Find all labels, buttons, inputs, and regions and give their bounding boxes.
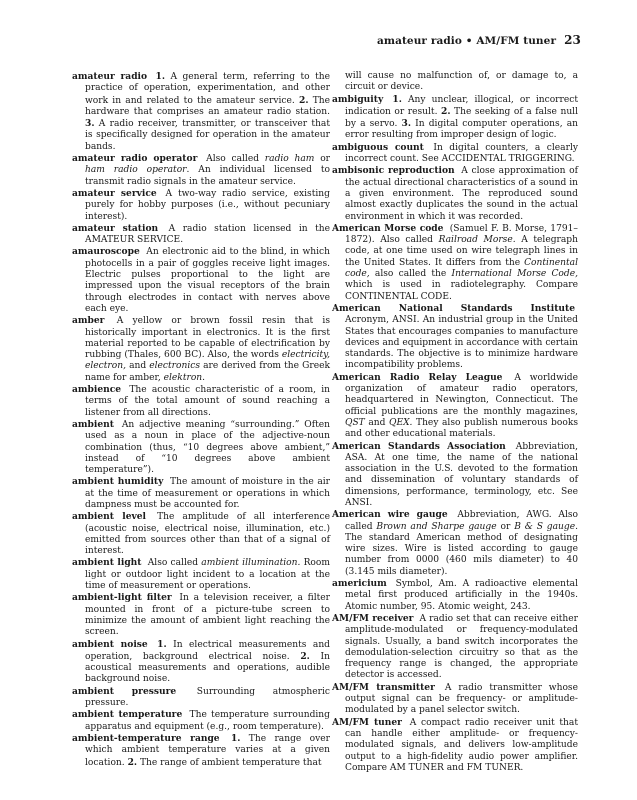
- definition-text: In acoustical measurements and operations, audible background noise.: [85, 651, 330, 685]
- dictionary-entry: [72, 419, 330, 476]
- entry-headword: amateur service: [72, 187, 157, 199]
- definition-text: Also called: [206, 154, 265, 165]
- dictionary-entry: [72, 315, 330, 384]
- definition-text: The amplitude of all interference (acoustic noise, electrical noise, illumination, etc.) emitted from sources other than that of a signal of interest.: [85, 512, 330, 557]
- dictionary-entry: [72, 246, 330, 315]
- definition-text: or: [496, 521, 515, 532]
- definition-text: A compact radio receiver unit that can handle either amplitude- or frequency-modulated signals, and delivers low-amplitude output to a high-fidelity audio power amplifier. Compare AM TUNER and FM TUNER.: [345, 717, 578, 773]
- definition-text: QEX.: [388, 417, 413, 428]
- definition-text: In digital computer operations, an error resulting from improper design of logic.: [345, 119, 578, 141]
- sense-number: 2.: [441, 105, 451, 117]
- definition-text: In digital counters, a clearly incorrect count. See ACCIDENTAL TRIGGERING.: [345, 142, 578, 165]
- sense-number: 3.: [85, 118, 95, 130]
- entry-headword: AM/FM receiver: [332, 612, 414, 624]
- dictionary-entry: [72, 709, 330, 733]
- definition-text: Also called: [147, 558, 202, 569]
- dictionary-entry: [332, 303, 578, 372]
- dictionary-entry: [332, 372, 578, 441]
- definition-text: International Morse Code,: [451, 269, 579, 280]
- dictionary-entry: [332, 441, 578, 510]
- dictionary-entry: [332, 509, 578, 578]
- definition-text: Surrounding atmospheric pressure.: [85, 686, 330, 709]
- entry-headword: ambient temperature: [72, 709, 183, 721]
- definition-text: A close approximation of the actual directional characteristics of a sound in a given environment. The reproduced sound almost exactly duplicates the sound in the actual environment in which it was recorded.: [345, 166, 578, 222]
- running-head: [377, 33, 581, 47]
- continued-definition: will cause no malfunction of, or damage to, a circuit or device.: [345, 71, 578, 93]
- dictionary-entry: [332, 94, 578, 142]
- definition-text: which is used in radiotelegraphy. Compare CONTINENTAL CODE.: [345, 280, 578, 302]
- dictionary-entry: [72, 557, 330, 592]
- definition-text: Abbreviation, ASA. At one time, the name of the national association in the U.S. devoted to the formation and dissemination of voluntary standards of dimensions, performance, terminology, etc. See ANSI.: [345, 441, 578, 508]
- dictionary-entry: [72, 71, 330, 153]
- definition-text: A two-way radio service, existing purely for hobby purposes (i.e., without pecuniary interest).: [85, 188, 330, 222]
- definition-text: QST: [345, 417, 365, 428]
- dictionary-entry: [332, 165, 578, 222]
- definition-text: and: [364, 417, 389, 428]
- dictionary-entry: [332, 142, 578, 166]
- definition-text: Any unclear, illogical, or incorrect indication or result.: [345, 94, 578, 117]
- dictionary-entry: [332, 613, 578, 682]
- definition-text: A radio set that can receive either amplitude-modulated or frequency-modulated signals. Usually, a band switch incorporates the demodulation-selection circuitry so that as the frequency range is changed, the appropriate detector is accessed.: [345, 613, 578, 681]
- entry-headword: amateur radio: [72, 71, 148, 82]
- dictionary-entry: [72, 188, 330, 223]
- definition-text: The range of ambient temperature that: [137, 757, 322, 768]
- entry-headword: ambient light: [72, 557, 142, 569]
- right-column: [332, 71, 578, 774]
- entry-headword: ambient pressure: [72, 685, 177, 697]
- dictionary-entry: [72, 733, 330, 769]
- definition-text: The temperature surrounding apparatus and equipment (e.g., room temperature).: [85, 710, 330, 732]
- definition-text: The acoustic characteristic of a room, in terms of the total amount of sound reaching a listener from all directions.: [85, 385, 330, 418]
- left-column: [72, 71, 330, 769]
- entry-headword: AM/FM transmitter: [332, 681, 435, 693]
- definition-text: Room light or outdoor light incident to a location at the time of measurement or operations.: [85, 558, 330, 592]
- entry-headword: ambisonic reproduction: [332, 165, 455, 177]
- entry-headword: American National Standards Institute: [332, 302, 575, 314]
- dictionary-entry: [72, 511, 330, 557]
- definition-text: A radio station licensed in the AMATEUR SERVICE.: [85, 223, 330, 246]
- dictionary-entry: [332, 717, 578, 774]
- dictionary-entry: [72, 223, 330, 247]
- definition-text: (Samuel F. B. Morse, 1791–1872). Also called: [345, 223, 578, 246]
- entry-headword: ambiguous count: [332, 141, 424, 153]
- entry-headword: amauroscope: [72, 246, 140, 258]
- sense-number: 1.: [155, 71, 166, 82]
- entry-headword: AM/FM tuner: [332, 716, 402, 728]
- sense-number: 3.: [401, 118, 412, 130]
- sense-number: 2.: [300, 650, 310, 662]
- page-number: 23: [564, 33, 581, 47]
- entry-headword: ambient noise: [72, 638, 148, 650]
- definition-text: The range over which ambient temperature varies at a given location.: [85, 733, 330, 768]
- dictionary-entry: [72, 384, 330, 419]
- entry-headword: ambience: [72, 384, 122, 396]
- definition-text: Abbreviation, AWG. Also called: [345, 510, 578, 532]
- definition-text: . An individual licensed to transmit radio signals in the amateur service.: [85, 165, 330, 187]
- dictionary-entry: [72, 592, 330, 638]
- definition-text: A telegraph code, at one time used on wire telegraph lines in the United States. It differs from the: [345, 235, 578, 268]
- definition-text: A general term, referring to the practice of operation, experimentation, and other work in and related to the amateur service.: [85, 72, 330, 106]
- dictionary-entry: [72, 153, 330, 188]
- definition-text: A radio receiver, transmitter, or transceiver that is specifically designed for operation in the amateur bands.: [85, 119, 330, 152]
- definition-text: The hardware that comprises an amateur radio station.: [85, 95, 330, 117]
- definition-text: ambient illumination.: [201, 558, 301, 569]
- definition-text: Acronym, ANSI. An industrial group in the United States that encourages companies to manufacture devices and equipment in accordance with certain standards. The objective is to minimize hardware incompatibility problems.: [345, 315, 578, 371]
- definition-text: or: [314, 154, 331, 165]
- definition-text: B & S gauge.: [514, 521, 578, 532]
- definition-text: A radio transmitter whose output signal can be frequency- or amplitude-modulated by a panel selector switch.: [345, 682, 578, 716]
- sense-number: 2.: [127, 756, 138, 768]
- running-head-text: amateur radio • AM/FM tuner: [376, 35, 557, 47]
- dictionary-entry: [332, 682, 578, 717]
- definition-text: An adjective meaning “surrounding.” Often used as a noun in place of the adjective-noun combination (thus, “10 degrees above ambient,” instead of “10 degrees above ambient temperature”).: [85, 419, 330, 476]
- entry-headword: ambient: [72, 418, 114, 430]
- definition-text: are derived from the Greek name for amber,: [85, 361, 330, 383]
- definition-text: In electrical measurements and operation, background electrical noise.: [85, 639, 330, 662]
- definition-text: An electronic aid to the blind, in which photocells in a pair of goggles receive light images. Electric pulses proportional to the light are impressed upon the visual receptors of the brain through electrodes in contact with nerves above each eye.: [85, 247, 330, 314]
- sense-number: 1.: [230, 732, 241, 744]
- definition-text: and: [126, 361, 150, 372]
- definition-text: The seeking of a false null by a servo.: [345, 106, 578, 130]
- entry-headword: American Standards Association: [332, 440, 506, 452]
- definition-text: Continental code,: [345, 257, 578, 280]
- entry-headword: ambiguity: [332, 93, 384, 105]
- dictionary-entry: [332, 223, 578, 303]
- definition-text: They also publish numerous books and other educational materials.: [345, 417, 578, 440]
- entry-headword: ambient humidity: [72, 476, 164, 488]
- dictionary-entry: [72, 639, 330, 686]
- definition-text: Symbol, Am. A radioactive elemental metal first produced artificially in the 1940s. Atomic number, 95. Atomic weight, 243.: [345, 579, 578, 612]
- entry-headword: American Radio Relay League: [332, 371, 503, 383]
- sense-number: 1.: [157, 638, 167, 650]
- definition-text: ham radio operator: [85, 165, 187, 176]
- definition-text: In a television receiver, a filter mounted in front of a picture-tube screen to minimize the amount of ambient light reaching the screen.: [85, 593, 330, 638]
- entry-headword: American Morse code: [332, 222, 444, 234]
- definition-text: also called the: [369, 269, 452, 280]
- definition-text: The amount of moisture in the air at the time of measurement or operations in which dampness must be accounted for.: [85, 477, 330, 510]
- entry-headword: ambient-light filter: [72, 592, 172, 604]
- dictionary-entry: [332, 578, 578, 613]
- definition-text: The standard American method of designating wire sizes. Wire is listed according to gauge number from 0000 (460 mils diameter) to 40 (3.145 mils diameter).: [345, 532, 578, 577]
- sense-number: 2.: [299, 94, 309, 106]
- entry-headword: amateur radio operator: [72, 153, 198, 165]
- definition-text: elektron.: [163, 372, 206, 383]
- sense-number: 1.: [392, 93, 402, 105]
- definition-text: electricity, electron,: [85, 350, 330, 372]
- definition-text: A worldwide organization of amateur radio operators, headquartered in Newington, Connecticut. The official publications are the monthly magazines,: [345, 372, 578, 417]
- dictionary-entry: [72, 476, 330, 511]
- definition-text: radio ham: [264, 154, 315, 165]
- entry-headword: ambient level: [72, 511, 147, 523]
- entry-headword: amateur station: [72, 222, 159, 234]
- definition-text: Railroad Morse.: [438, 235, 516, 246]
- definition-text: Brown and Sharpe gauge: [376, 521, 497, 532]
- definition-text: A yellow or brown fossil resin that is historically important in electronics. It is the first material reported to be capable of electrification by rubbing (Thales, 600 BC). Also, the words: [85, 316, 330, 361]
- entry-headword: americium: [332, 578, 387, 590]
- dictionary-entry: [72, 686, 330, 710]
- definition-text: electronics: [149, 361, 201, 372]
- entry-headword: American wire gauge: [332, 509, 448, 521]
- entry-headword: ambient-temperature range: [72, 732, 220, 744]
- entry-headword: amber: [72, 315, 105, 327]
